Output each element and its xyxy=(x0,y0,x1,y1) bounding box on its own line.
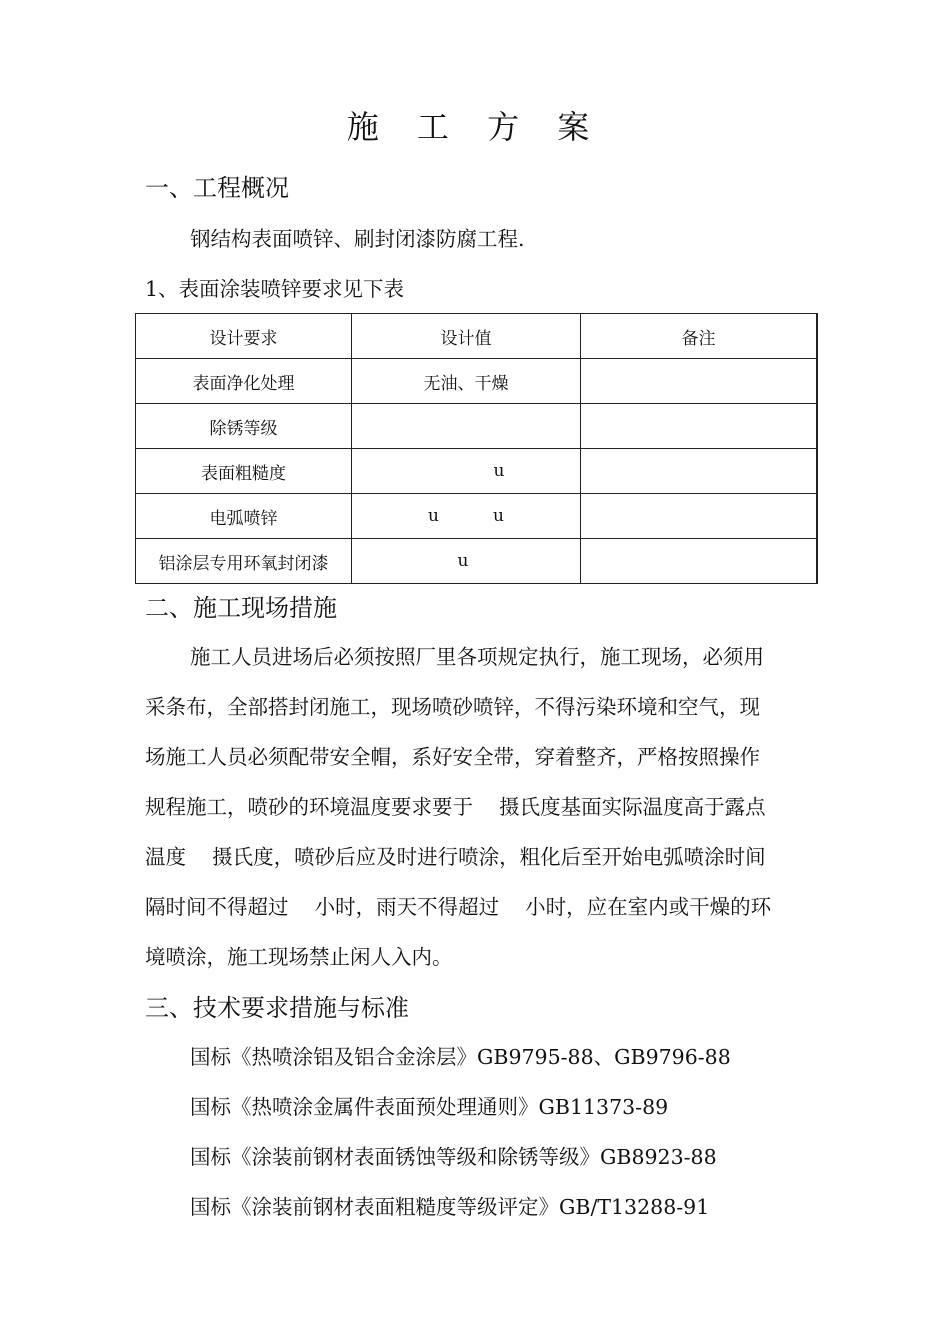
table-cell: u u xyxy=(352,494,581,539)
table-row xyxy=(136,404,818,449)
table-cell xyxy=(581,404,818,449)
table-row xyxy=(136,494,818,539)
paragraph-line: 境喷涂，施工现场禁止闲人入内。 xyxy=(145,945,453,969)
table-cell xyxy=(352,404,581,449)
table-cell: 表面粗糙度 xyxy=(136,449,352,494)
table-cell: 铝涂层专用环氧封闭漆 xyxy=(136,539,352,584)
table-cell: 无油、干燥 xyxy=(352,359,581,404)
paragraph-line: 规程施工，喷砂的环境温度要求要于 摄氏度基面实际温度高于露点 xyxy=(145,795,766,819)
table-cell: 电弧喷锌 xyxy=(136,494,352,539)
paragraph-line: 温度 摄氏度，喷砂后应及时进行喷涂，粗化后至开始电弧喷涂时间 xyxy=(145,845,766,869)
table-row xyxy=(136,539,818,584)
table-cell: u xyxy=(352,539,581,584)
table-cell: u xyxy=(352,449,581,494)
section1-intro: 钢结构表面喷锌、刷封闭漆防腐工程. xyxy=(190,227,525,251)
paragraph-line: 场施工人员必须配带安全帽，系好安全带，穿着整齐，严格按照操作 xyxy=(145,745,760,769)
document-title: 施 工 方 案 xyxy=(346,108,604,146)
table-header-cell: 备注 xyxy=(581,314,818,359)
table-cell xyxy=(581,539,818,584)
table-caption: 1、表面涂装喷锌要求见下表 xyxy=(145,277,405,301)
paragraph-line: 采条布，全部搭封闭施工，现场喷砂喷锌，不得污染环境和空气，现 xyxy=(145,695,760,719)
section3-heading: 三、技术要求措施与标准 xyxy=(145,994,409,1022)
table-cell xyxy=(581,494,818,539)
standard-reference: 国标《涂装前钢材表面锈蚀等级和除锈等级》GB8923-88 xyxy=(190,1145,717,1169)
standard-reference: 国标《涂装前钢材表面粗糙度等级评定》GB/T13288-91 xyxy=(190,1195,710,1219)
table-cell xyxy=(581,449,818,494)
spec-table xyxy=(135,313,818,584)
table-header-row xyxy=(136,314,818,359)
table-header-cell: 设计值 xyxy=(352,314,581,359)
table-row xyxy=(136,449,818,494)
table-header-cell: 设计要求 xyxy=(136,314,352,359)
table-row xyxy=(136,359,818,404)
table-cell xyxy=(581,359,818,404)
section2-paragraph xyxy=(145,632,810,982)
standard-reference: 国标《热喷涂金属件表面预处理通则》GB11373-89 xyxy=(190,1095,669,1119)
table-cell: 除锈等级 xyxy=(136,404,352,449)
section2-heading: 二、施工现场措施 xyxy=(145,594,337,622)
standard-reference: 国标《热喷涂铝及铝合金涂层》GB9795-88、GB9796-88 xyxy=(190,1045,731,1069)
paragraph-line: 施工人员进场后必须按照厂里各项规定执行，施工现场，必须用 xyxy=(190,645,764,669)
table-cell: 表面净化处理 xyxy=(136,359,352,404)
section1-heading: 一、工程概况 xyxy=(145,174,289,202)
paragraph-line: 隔时间不得超过 小时，雨天不得超过 小时，应在室内或干燥的环 xyxy=(145,895,772,919)
